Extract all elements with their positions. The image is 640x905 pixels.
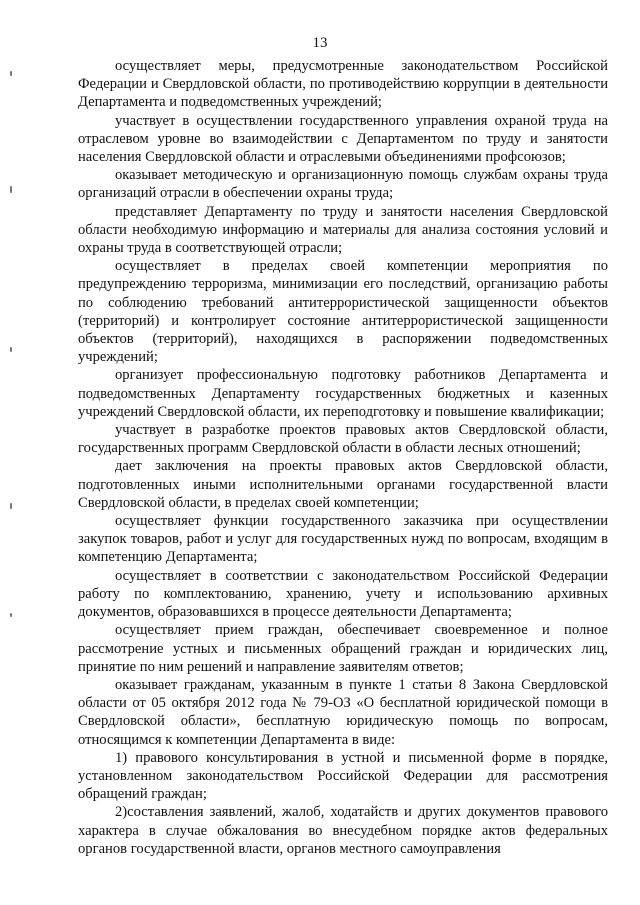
paragraph-information-submission: представляет Департаменту по труду и занятости населения Свердловской области необходимую информацию и материалы для анализа состояния условий и охраны труда в соответствующей отрасли; [78,203,608,257]
paragraph-anti-terrorism: осуществляет в пределах своей компетенции мероприятия по предупреждению терроризма, минимизации его последствий, организацию работы по соблюдению требований антитеррористической защищенности объектов (территорий) и контролирует состояние антитеррористической защищенности объектов (территорий), находящихся в распоряжении подведомственных учреждений; [78,258,608,366]
document-body [78,57,608,858]
list-item-legal-consulting: 1) правового консультирования в устной и письменной форме в порядке, установленном законодательством Российской Федерации для рассмотрения обращений граждан; [78,749,608,803]
scan-artifact-mark [10,71,12,76]
scan-artifact-mark [10,186,12,193]
paragraph-archive-documents: осуществляет в соответствии с законодательством Российской Федерации работу по комплектованию, хранению, учету и использованию архивных документов, образовавшихся в процессе деятельности Департамента; [78,567,608,621]
paragraph-free-legal-aid: оказывает гражданам, указанным в пункте 1 статьи 8 Закона Свердловской области от 05 октября 2012 года № 79-ОЗ «О бесплатной юридической помощи в Свердловской области», бесплатную юридическую помощь по вопросам, относящимся к компетенции Департамента в виде: [78,676,608,748]
scan-artifact-mark [10,347,12,352]
paragraph-legal-acts-conclusions: дает заключения на проекты правовых актов Свердловской области, подготовленных иными исполнительными органами государственной власти Свердловской области, в пределах своей компетенции; [78,458,608,511]
scan-artifact-mark [10,613,12,617]
page-number: 13 [312,35,328,51]
list-item-document-drafting: 2)составления заявлений, жалоб, ходатайств и других документов правового характера в случае обжалования во внесудебном порядке актов федеральных органов государственной власти, органов местного самоуправления [78,804,608,857]
paragraph-professional-training: организует профессиональную подготовку работников Департамента и подведомственных Департаменту государственных бюджетных и казенных учреждений Свердловской области, их переподготовку и повышение квалификации; [78,367,608,420]
paragraph-methodological-help: оказывает методическую и организационную помощь службам охраны труда организаций отрасли в обеспечении охраны труда; [78,167,608,202]
paragraph-legal-acts-development: участвует в разработке проектов правовых актов Свердловской области, государственных программ Свердловской области в области лесных отношений; [78,422,608,457]
scan-artifact-mark [10,503,12,509]
paragraph-citizen-reception: осуществляет прием граждан, обеспечивает своевременное и полное рассмотрение устных и письменных обращений граждан и юридических лиц, принятие по ним решений и направление заявителям ответов; [78,622,608,675]
paragraph-anti-corruption: осуществляет меры, предусмотренные законодательством Российской Федерации и Свердловской области, по противодействию коррупции в деятельности Департамента и подведомственных учреждений; [78,58,608,111]
paragraph-state-customer: осуществляет функции государственного заказчика при осуществлении закупок товаров, работ и услуг для государственных нужд по вопросам, входящим в компетенцию Департамента; [78,513,608,566]
paragraph-labor-protection-management: участвует в осуществлении государственного управления охраной труда на отраслевом уровне во взаимодействии с Департаментом по труду и занятости населения Свердловской области и отраслевыми объединениями профсоюзов; [78,112,608,166]
